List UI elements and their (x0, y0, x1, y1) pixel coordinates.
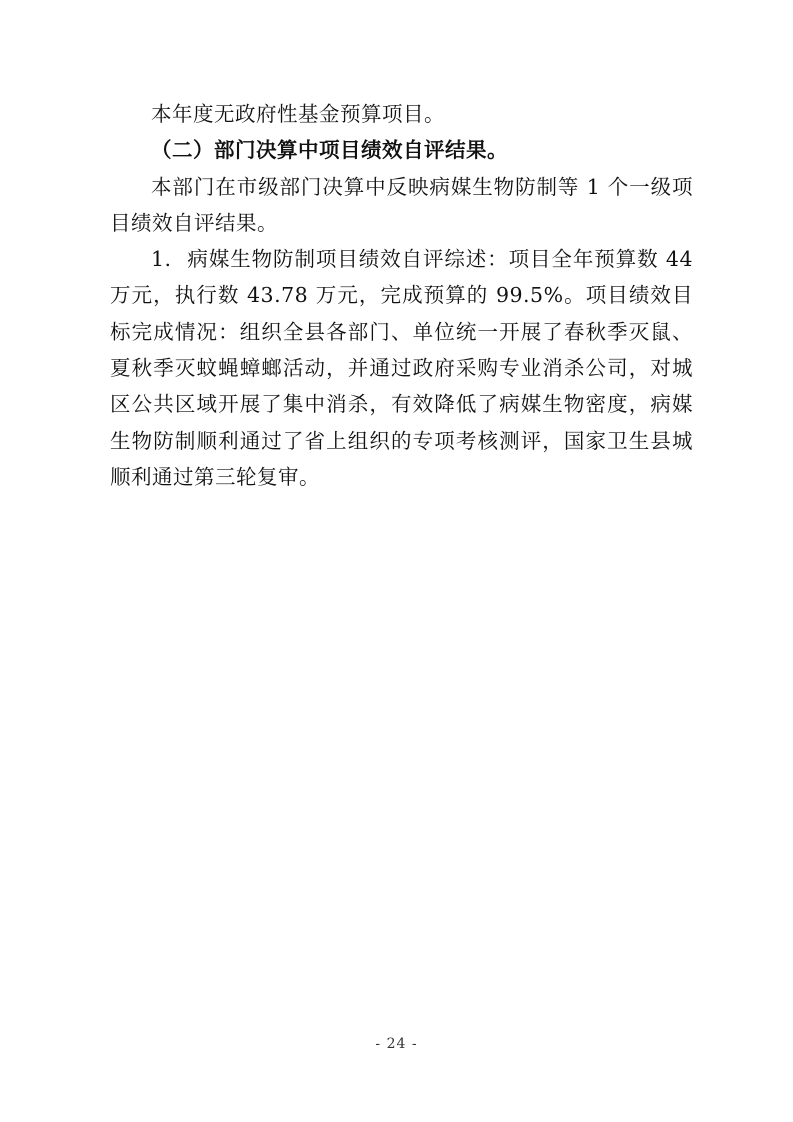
list-item-number: 1. (151, 247, 172, 272)
document-body (110, 96, 693, 495)
list-item-project-evaluation (110, 241, 693, 495)
list-item-text: 病媒生物防制项目绩效自评综述：项目全年预算数 44 万元，执行数 43.78 万元，完成预算的 99.5%。项目绩效目标完成情况：组织全县各部门、单位统一开展了春秋季灭鼠、夏秋季灭蚊蝇蟑螂活动，并通过政府采购专业消杀公司，对城区公共区域开展了集中消杀，有效降低了病媒生物密度，病媒生物防制顺利通过了省上组织的专项考核测评，国家卫生县城顺利通过第三轮复审。 (110, 247, 693, 489)
paragraph-summary: 本部门在市级部门决算中反映病媒生物防制等 1 个一级项目绩效自评结果。 (110, 174, 693, 235)
paragraph-no-fund-projects: 本年度无政府性基金预算项目。 (151, 102, 445, 126)
page-number: - 24 - (375, 1036, 418, 1052)
section-heading: （二）部门决算中项目绩效自评结果。 (151, 138, 508, 163)
